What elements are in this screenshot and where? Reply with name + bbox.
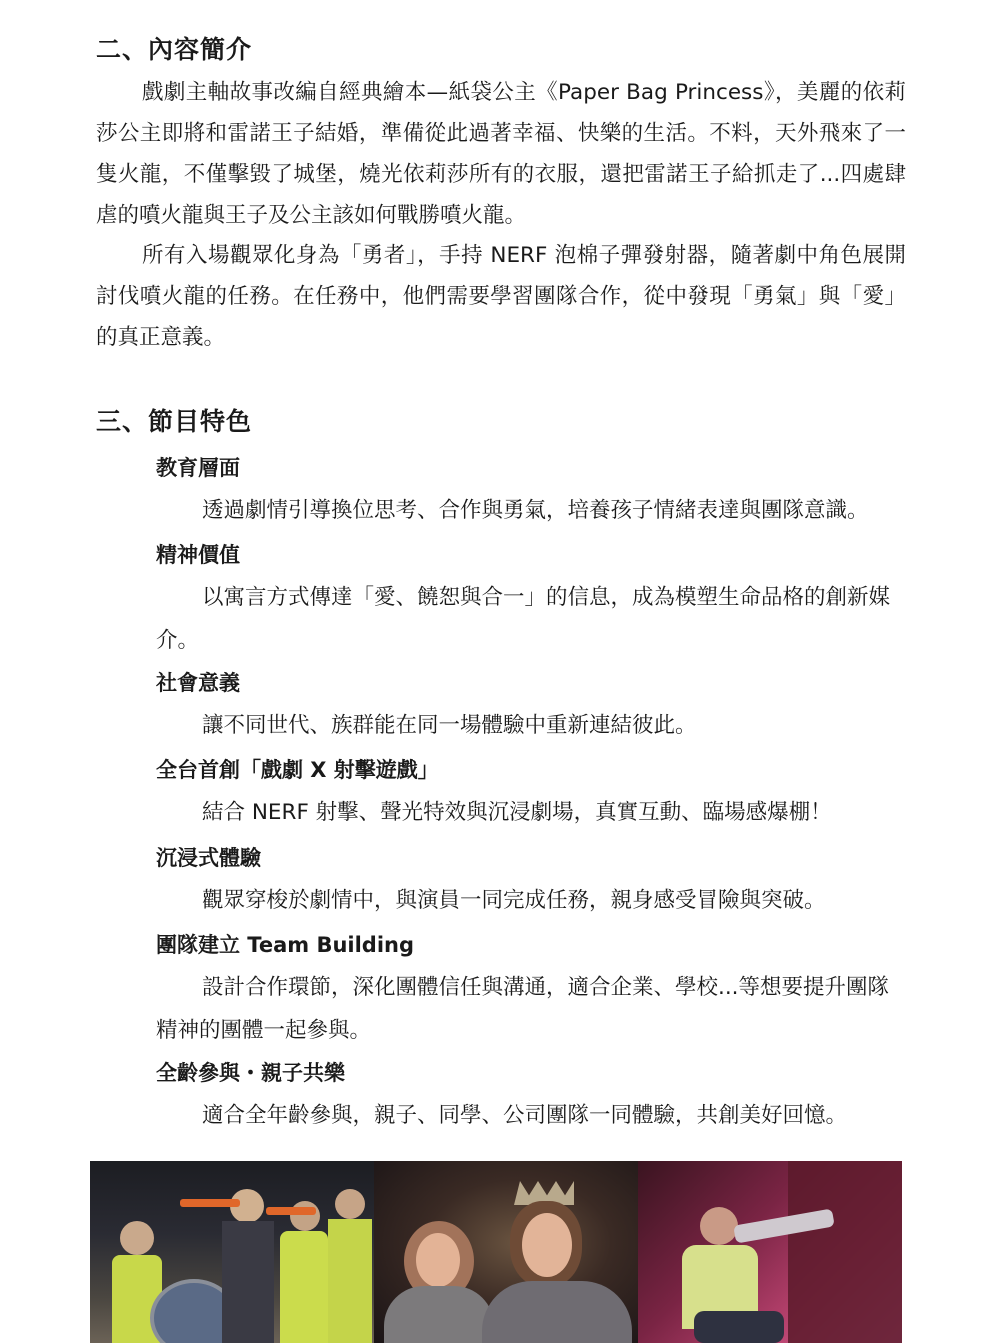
feature-body-team-building: 設計合作環節，深化團體信任與溝通，適合企業、學校...等想要提升團隊精神的團體一起參與。	[156, 975, 890, 1043]
feature-body-education: 透過劇情引導換位思考、合作與勇氣，培養孩子情緒表達與團隊意識。	[202, 498, 869, 523]
feature-title-first: 全台首創「戲劇 X 射擊遊戲」	[156, 758, 439, 782]
feature-title-spirit: 精神價值	[156, 543, 240, 567]
feature-title-team-building: 團隊建立 Team Building	[156, 933, 415, 957]
feature-title-education: 教育層面	[156, 456, 240, 480]
section-title-intro: 二、內容簡介	[96, 35, 253, 64]
feature-body-immersive: 觀眾穿梭於劇情中，與演員一同完成任務，親身感受冒險與突破。	[202, 888, 826, 913]
feature-body-spirit: 以寓言方式傳達「愛、饒恕與合一」的信息，成為模塑生命品格的創新媒介。	[156, 585, 891, 653]
feature-body-society: 讓不同世代、族群能在同一場體驗中重新連結彼此。	[202, 713, 697, 738]
photo-strip	[90, 1161, 902, 1343]
photo-player-aiming	[638, 1161, 902, 1343]
feature-body-all-ages: 適合全年齡參與，親子、同學、公司團隊一同體驗，共創美好回憶。	[202, 1103, 848, 1128]
photo-audience-with-blasters	[90, 1161, 374, 1343]
feature-title-immersive: 沉浸式體驗	[156, 846, 261, 870]
section-title-features: 三、節目特色	[96, 407, 253, 436]
intro-paragraph-1: 戲劇主軸故事改編自經典繪本—紙袋公主《Paper Bag Princess》，美麗的依莉莎公主即將和雷諾王子結婚，準備從此過著幸福、快樂的生活。不料，天外飛來了一隻火龍，不僅擊毀了城堡，燒光依莉莎所有的衣服，還把雷諾王子給抓走了...四處肆虐的噴火龍與王子及公主該如何戰勝噴火龍。	[96, 80, 906, 228]
photo-prince-and-princess	[374, 1161, 638, 1343]
feature-title-society: 社會意義	[156, 671, 240, 695]
feature-title-all-ages: 全齡參與・親子共樂	[156, 1061, 345, 1085]
feature-body-first: 結合 NERF 射擊、聲光特效與沉浸劇場，真實互動、臨場感爆棚！	[202, 800, 832, 825]
intro-paragraph-2: 所有入場觀眾化身為「勇者」，手持 NERF 泡棉子彈發射器，隨著劇中角色展開討伐噴火龍的任務。在任務中，他們需要學習團隊合作，從中發現「勇氣」與「愛」的真正意義。	[96, 243, 906, 350]
